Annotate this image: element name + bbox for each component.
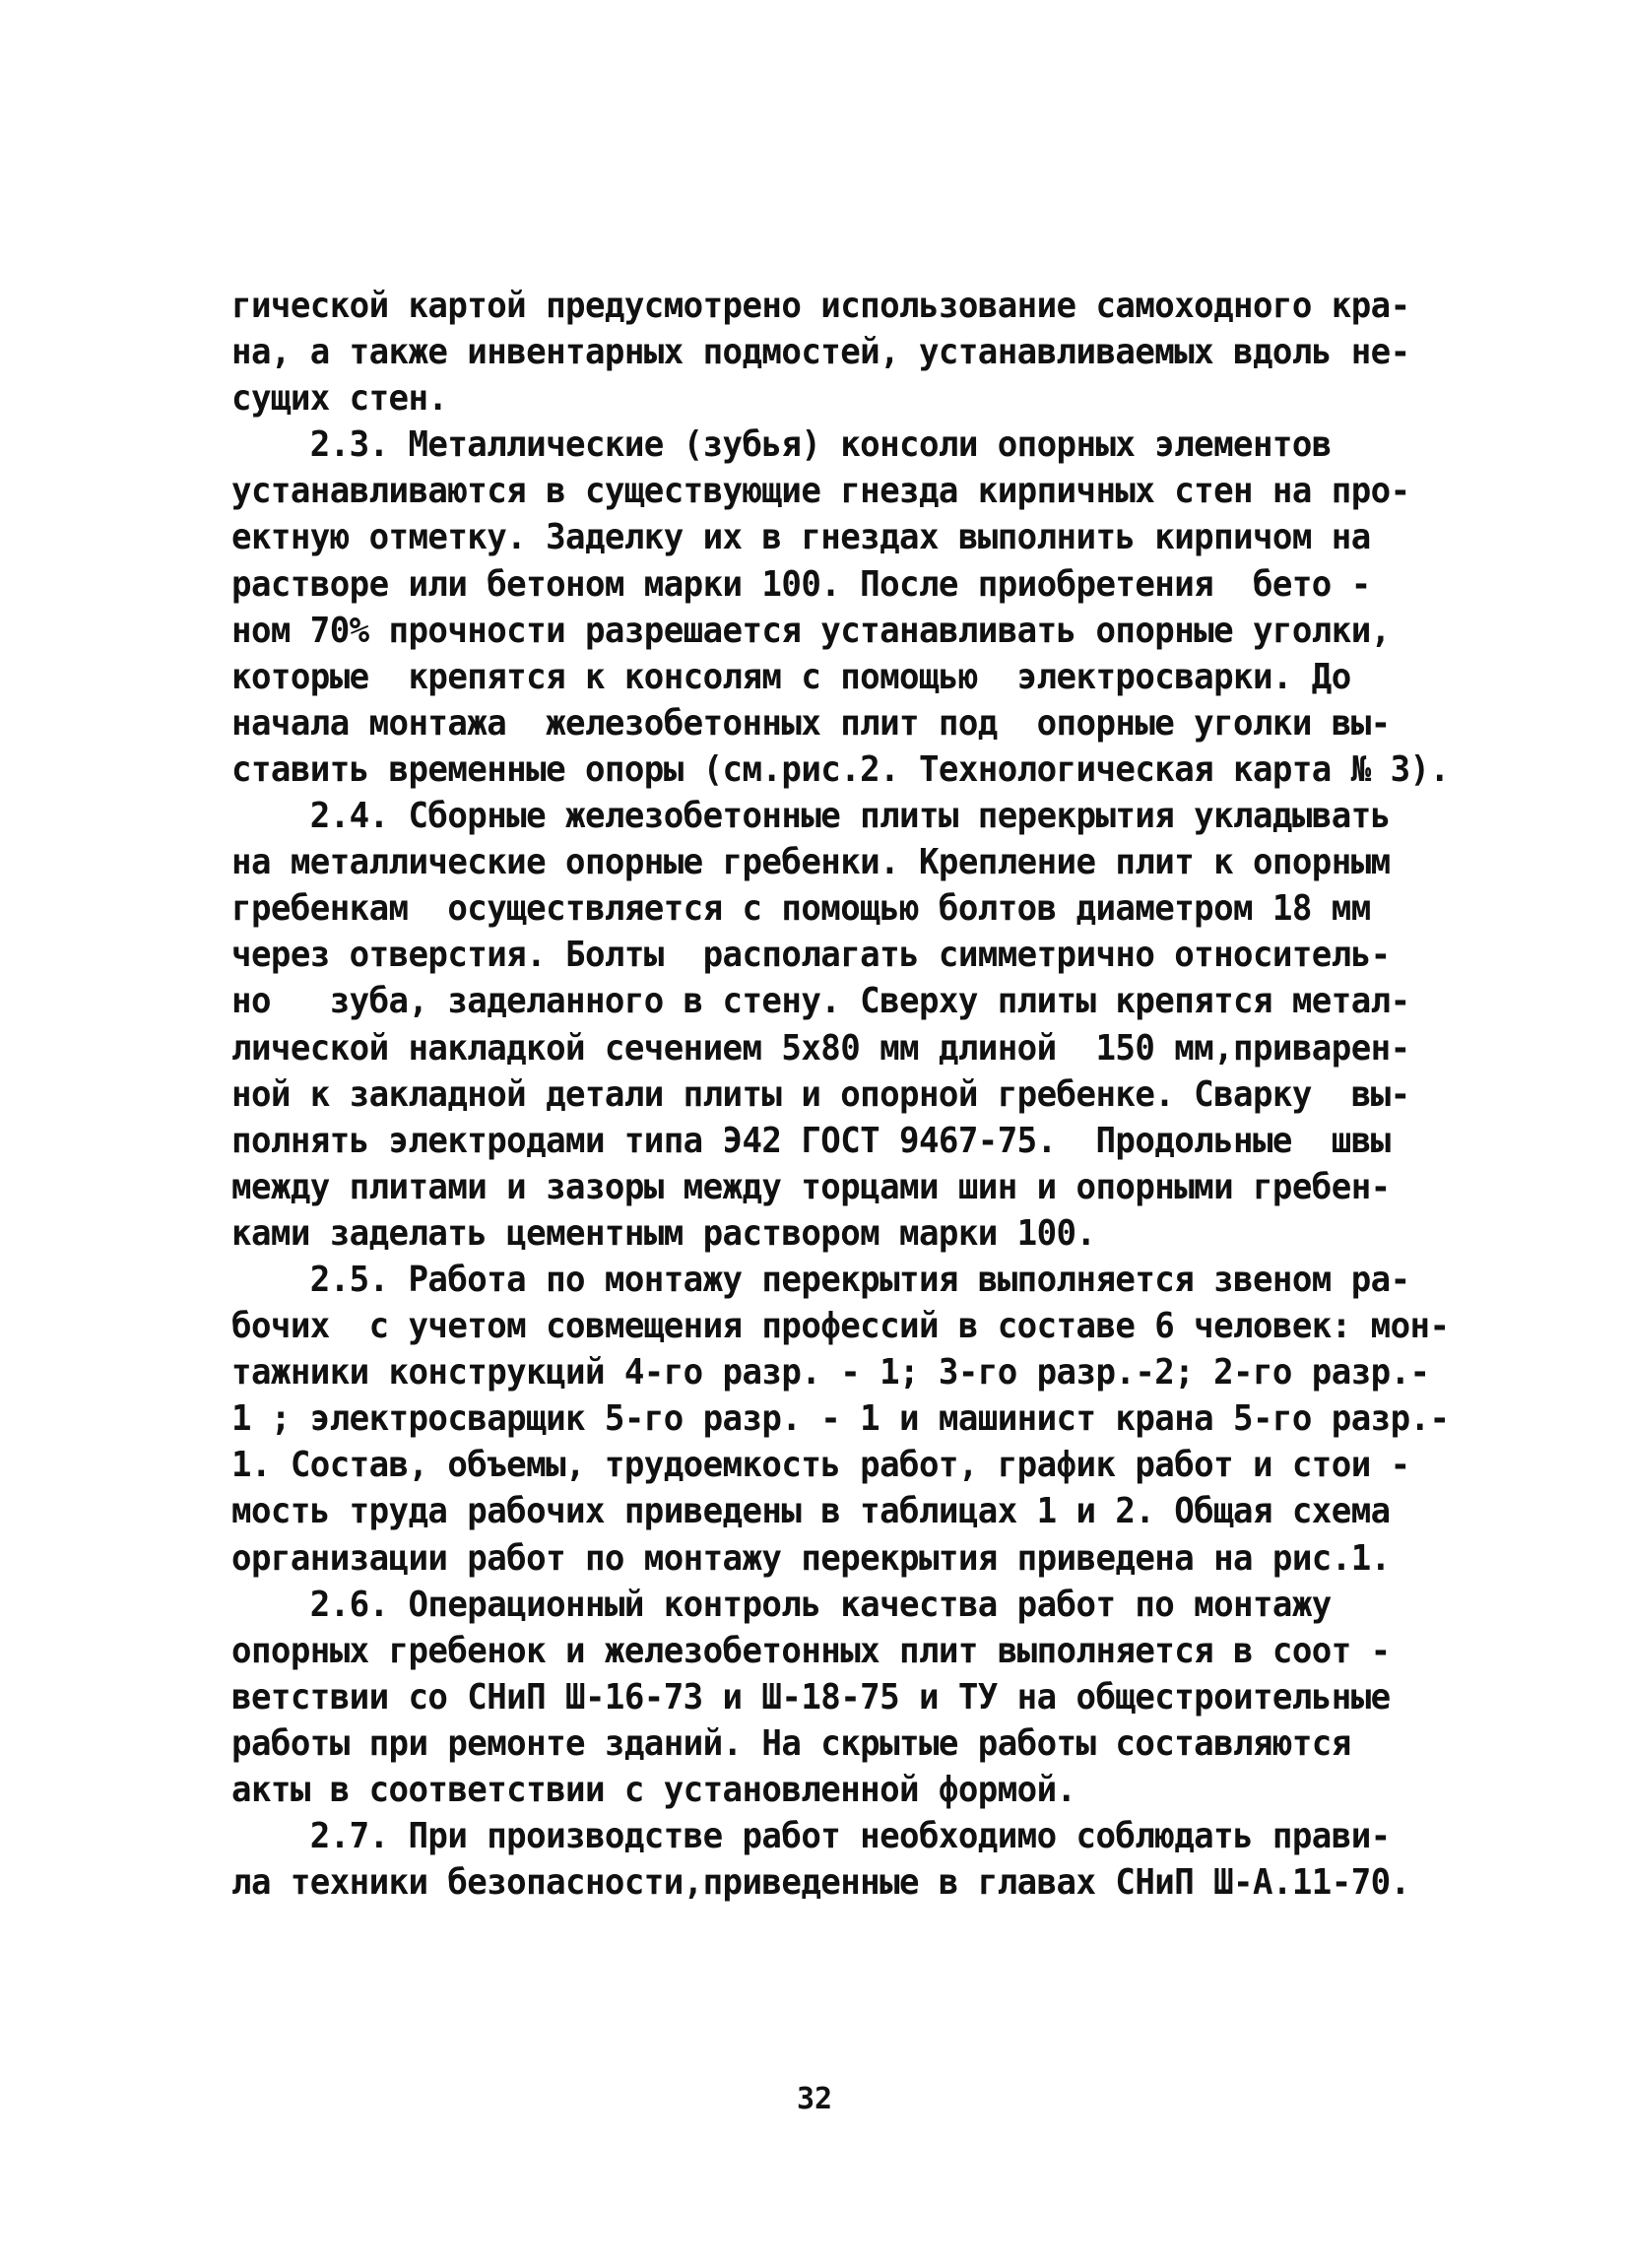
text-line: которые крепятся к консолям с помощью электросварки. До (231, 656, 1351, 697)
text-line: на металлические опорные гребенки. Крепление плит к опорным (231, 842, 1391, 883)
text-line: начала монтажа железобетонных плит под опорные уголки вы- (231, 702, 1391, 744)
page-number: 32 (796, 2082, 833, 2116)
text-line: но зуба, заделанного в стену. Сверху плиты крепятся метал- (231, 981, 1410, 1022)
text-line: гребенкам осуществляется с помощью болтов диаметром 18 мм (231, 888, 1371, 930)
text-line: 2.3. Металлические (зубья) консоли опорных элементов (231, 424, 1332, 466)
text-line: ставить временные опоры (см.рис.2. Технологическая карта № 3). (231, 748, 1450, 790)
text-line: полнять электродами типа Э42 ГОСТ 9467-75. Продольные швы (231, 1120, 1391, 1161)
text-line: на, а также инвентарных подмостей, устанавливаемых вдоль не- (231, 332, 1410, 373)
text-line: бочих с учетом совмещения профессий в составе 6 человек: мон- (231, 1306, 1450, 1347)
text-line: 2.4. Сборные железобетонные плиты перекрытия укладывать (231, 796, 1391, 837)
text-line: ла техники безопасности,приведенные в главах СНиП Ш-А.11-70. (231, 1862, 1410, 1904)
text-line: ектную отметку. Заделку их в гнездах выполнить кирпичом на (231, 517, 1371, 558)
text-line: ветствии со СНиП Ш-16-73 и Ш-18-75 и ТУ на общестроительные (231, 1676, 1391, 1717)
text-line: 2.6. Операционный контроль качества работ по монтажу (231, 1584, 1332, 1625)
text-line: 2.7. При производстве работ необходимо соблюдать прави- (231, 1816, 1391, 1857)
text-line: работы при ремонте зданий. На скрытые работы составляются (231, 1722, 1351, 1764)
text-line: устанавливаются в существующие гнезда кирпичных стен на про- (231, 471, 1410, 512)
text-line: лической накладкой сечением 5х80 мм длиной 150 мм,приварен- (231, 1027, 1410, 1069)
text-line: ном 70% прочности разрешается устанавливать опорные уголки, (231, 610, 1391, 651)
text-line: опорных гребенок и железобетонных плит выполняется в соот - (231, 1630, 1391, 1671)
body-text (231, 283, 1450, 1906)
text-line: организации работ по монтажу перекрытия приведена на рис.1. (231, 1537, 1391, 1579)
text-line: растворе или бетоном марки 100. После приобретения бето - (231, 563, 1371, 605)
text-line: сущих стен. (231, 378, 448, 420)
text-line: 1. Состав, объемы, трудоемкость работ, график работ и стои - (231, 1445, 1410, 1486)
text-line: между плитами и зазоры между торцами шин и опорными гребен- (231, 1166, 1391, 1207)
text-line: 2.5. Работа по монтажу перекрытия выполняется звеном ра- (231, 1259, 1410, 1300)
text-line: гической картой предусмотрено использование самоходного кра- (231, 286, 1410, 326)
text-line: ной к закладной детали плиты и опорной гребенке. Сварку вы- (231, 1073, 1410, 1115)
text-line: тажники конструкций 4-го разр. - 1; 3-го разр.-2; 2-го разр.- (231, 1352, 1430, 1393)
text-line: через отверстия. Болты располагать симметрично относитель- (231, 935, 1391, 976)
text-line: мость труда рабочих приведены в таблицах 1 и 2. Общая схема (231, 1491, 1391, 1532)
text-line: ками заделать цементным раствором марки 100. (231, 1212, 1096, 1254)
text-line: 1 ; электросварщик 5-го разр. - 1 и машинист крана 5-го разр.- (231, 1398, 1450, 1440)
text-line: акты в соответствии с установленной формой. (231, 1770, 1076, 1810)
